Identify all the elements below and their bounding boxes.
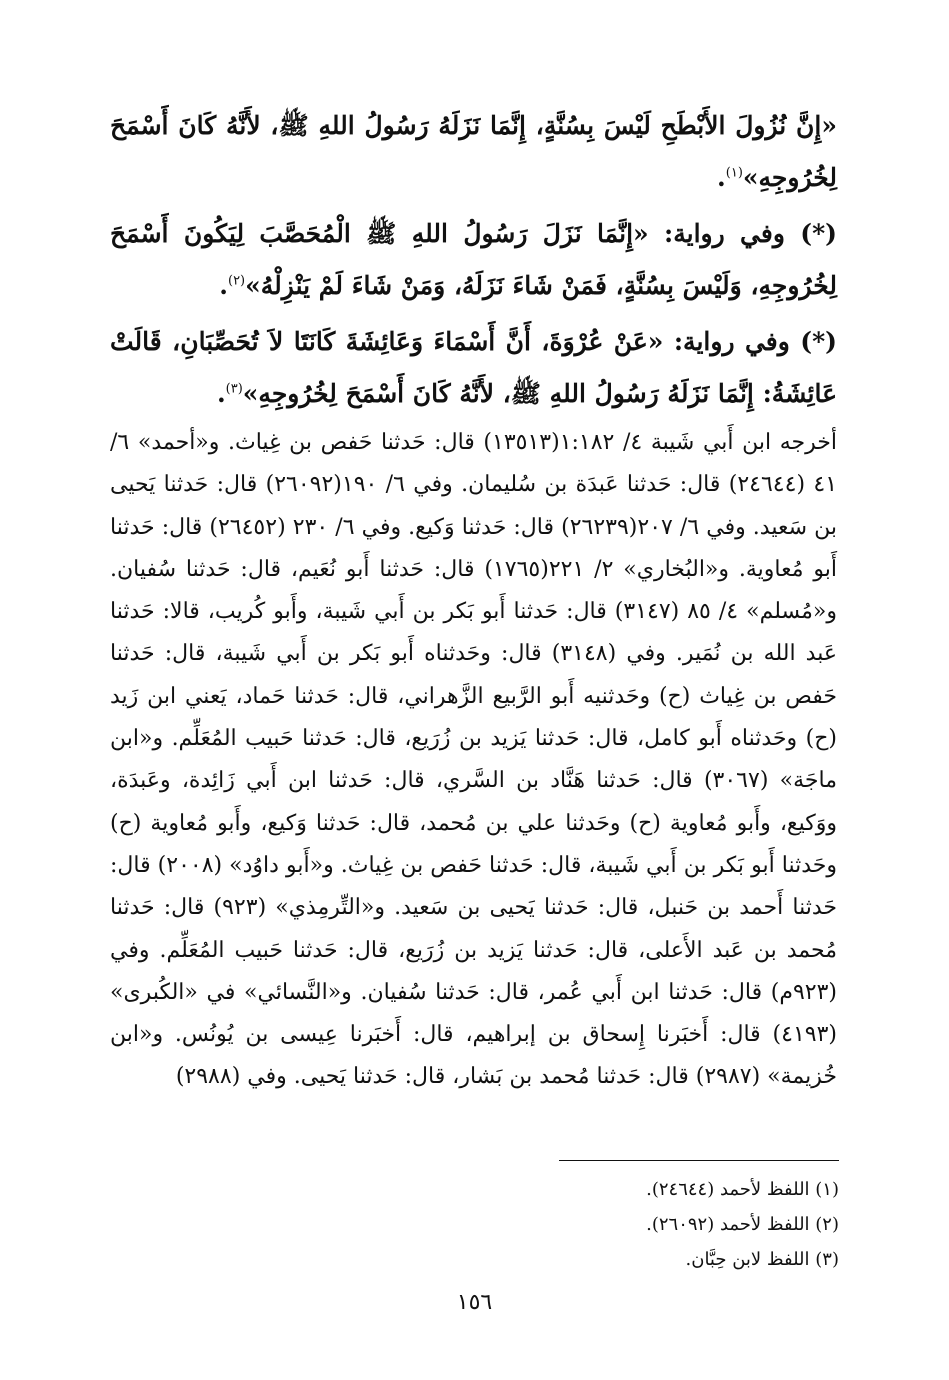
hadith-text-1: «إِنَّ نُزُولَ الأَبْطَحِ لَيْسَ بِسُنَّةٍ، إِنَّمَا نَزَلَهُ رَسُولُ اللهِ ﷺ، لأَنَّهُ كَانَ أَسْمَحَ لِخُرُوجِهِ» <box>110 111 837 192</box>
footnote-ref-1: (١) <box>725 165 743 181</box>
main-text <box>110 100 837 1099</box>
footnote-2: (٢) اللفظ لأحمد (٢٦٠٩٢). <box>646 1214 839 1235</box>
footnote-3: (٣) اللفظ لابن حِبَّان. <box>685 1249 839 1270</box>
hadith-paragraph-2 <box>110 208 837 312</box>
hadith-paragraph-3 <box>110 316 837 420</box>
hadith-paragraph-1 <box>110 100 837 204</box>
footnote-ref-3: (٣) <box>225 381 243 397</box>
takhrij-paragraph: أخرجه ابن أَبي شَيبة ٤/ ١:١٨٢(١٣٥١٣) قال: حَدثنا حَفص بن غِياث. و«أحمد» ٦/ ٤١ (٢٤٦٤٤) قال: حَدثنا عَبدَة بن سُليمان. وفي ٦/ ١٩٠(٢٦٠٩٢) قال: حَدثنا يَحيى بن سَعيد. وفي ٦/ ٢٠٧(٢٦٢٣٩) قال: حَدثنا وَكيع. وفي ٦/ ٢٣٠ (٢٦٤٥٢) قال: حَدثنا أَبو مُعاوية. و«البُخاري» ٢/ ٢٢١(١٧٦٥) قال: حَدثنا أَبو نُعَيم، قال: حَدثنا سُفيان. و«مُسلم» ٤/ ٨٥ (٣١٤٧) قال: حَدثنا أَبو بَكر بن أَبي شَيبة، وأَبو كُريب، قالا: حَدثنا عَبد الله بن نُمَير. وفي (٣١٤٨) قال: وحَدثناه أَبو بَكر بن أَبي شَيبة، قال: حَدثنا حَفص بن غِياث (ح) وحَدثنيه أَبو الرَّبيع الزَّهراني، قال: حَدثنا حَماد، يَعني ابن زَيد (ح) وحَدثناه أَبو كامل، قال: حَدثنا يَزيد بن زُرَيع، قال: حَدثنا حَبيب المُعَلِّم. و«ابن ماجَة» (٣٠٦٧) قال: حَدثنا هَنَّاد بن السَّري، قال: حَدثنا ابن أَبي زَائِدة، وعَبدَة، ووَكيع، وأَبو مُعاوية (ح) وحَدثنا علي بن مُحمد، قال: حَدثنا وَكيع، وأَبو مُعاوية (ح) وحَدثنا أَبو بَكر بن أَبي شَيبة، قال: حَدثنا حَفص بن غِياث. و«أَبو داوُد» (٢٠٠٨) قال: حَدثنا أَحمد بن حَنبل، قال: حَدثنا يَحيى بن سَعيد. و«التِّرمِذي» (٩٢٣) قال: حَدثنا مُحمد بن عَبد الأَعلى، قال: حَدثنا يَزيد بن زُرَيع، قال: حَدثنا حَبيب المُعَلِّم. وفي (٩٢٣م) قال: حَدثنا ابن أَبي عُمر، قال: حَدثنا سُفيان. و«النَّسائي» في «الكُبرى» (٤١٩٣) قال: أَخبَرنا إِسحاق بن إبراهيم، قال: أَخبَرنا عِيسى بن يُونُس. و«ابن خُزيمة» (٢٩٨٧) قال: حَدثنا مُحمد بن بَشار، قال: حَدثنا يَحيى. وفي (٢٩٨٨) <box>110 430 838 1090</box>
hadith-end-2: . <box>219 271 228 300</box>
hadith-text-3: (*) وفي رواية: «عَنْ عُرْوَةَ، أَنَّ أَسْمَاءَ وَعَائِشَةَ كَانَتَا لاَ تُحَصِّبَانِ، قَالَتْ عَائِشَةُ: إِنَّمَا نَزَلَهُ رَسُولُ اللهِ ﷺ، لأَنَّهُ كَانَ أَسْمَحَ لِخُرُوجِهِ» <box>110 327 837 408</box>
footnote-1: (١) اللفظ لأحمد (٢٤٦٤٤). <box>646 1179 839 1200</box>
page-number: ١٥٦ <box>456 1290 493 1315</box>
footnote-ref-2: (٢) <box>227 273 246 289</box>
hadith-text-2: (*) وفي رواية: «إِنَّمَا نَزَلَ رَسُولُ اللهِ ﷺ الْمُحَصَّبَ لِيَكُونَ أَسْمَحَ لِخُرُوجِهِ، وَلَيْسَ بِسُنَّةٍ، فَمَنْ شَاءَ نَزَلَهُ، وَمَنْ شَاءَ لَمْ يَنْزِلْهُ» <box>110 219 837 300</box>
footnote-divider <box>559 1160 839 1161</box>
hadith-end-1: . <box>717 163 726 192</box>
hadith-end-3: . <box>216 379 226 408</box>
footnotes-list <box>439 1172 839 1277</box>
